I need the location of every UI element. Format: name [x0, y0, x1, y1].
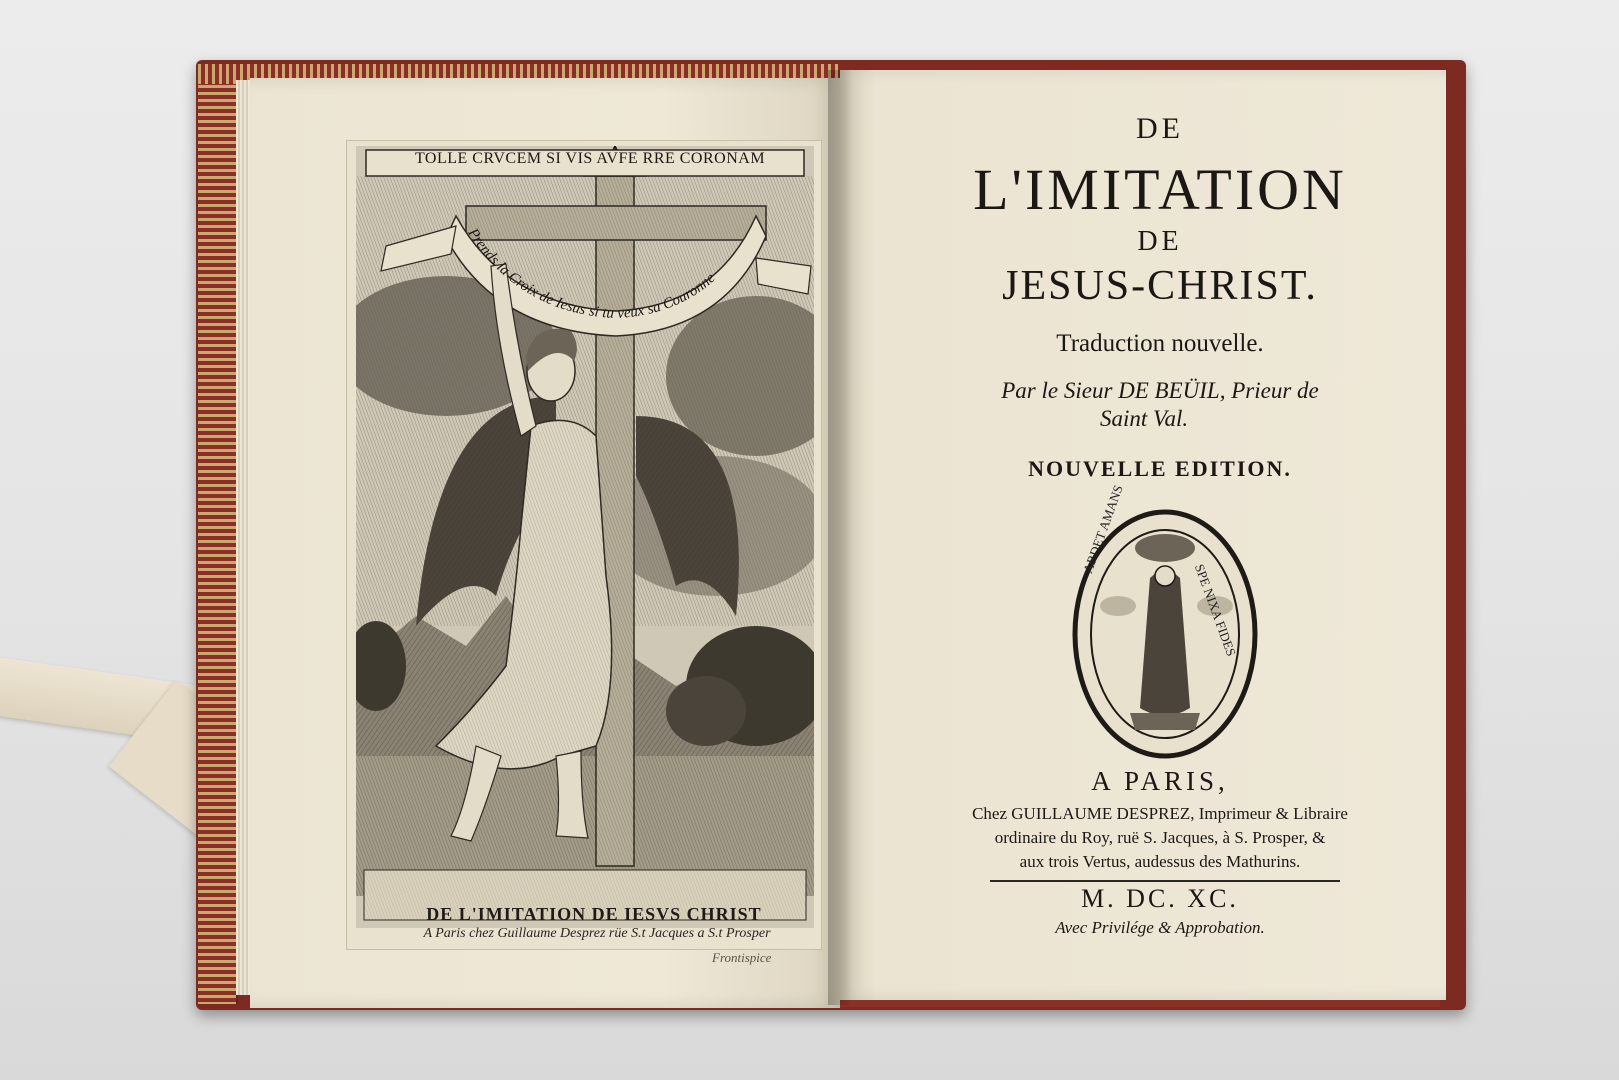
svg-text:Prends la Croix de Iesus si tu: [464, 225, 719, 322]
imprint-printer: Chez GUILLAUME DESPREZ, Imprimeur & Libraire: [972, 804, 1348, 823]
title-de-2: DE: [1137, 226, 1183, 257]
imprint-date: M. DC. XC.: [1081, 884, 1239, 913]
imprint-city: A PARIS,: [1091, 766, 1229, 796]
motto-banner-label: Prends la Croix de Iesus si tu veux sa Couronne: [464, 225, 719, 323]
privilege-statement: Avec Privilége & Approbation.: [1055, 918, 1265, 937]
title-jesus-christ: JESUS-CHRIST.: [1002, 263, 1318, 309]
subtitle-traduction: Traduction nouvelle.: [1056, 330, 1264, 357]
gutter-shadow: [828, 70, 852, 1005]
imprint-address: ordinaire du Roy, ruë S. Jacques, à S. Prosper, &: [994, 828, 1326, 847]
divider-rule: [990, 880, 1340, 882]
title-de-1: DE: [1136, 112, 1184, 145]
gilt-tooled-border: [198, 64, 238, 1004]
plate-imprint: A Paris chez Guillaume Desprez rüe S.t Jacques a S.t Prosper: [423, 926, 771, 941]
author-line: Par le Sieur DE BEÜIL, Prieur de: [1001, 378, 1319, 403]
frontispice-note: Frontispice: [712, 950, 772, 965]
motto-banner-text: [356, 146, 814, 366]
imprint-sign: aux trois Vertus, audessus des Mathurins.: [1019, 852, 1301, 871]
motto-top-text: TOLLE CRVCEM SI VIS AVFE RRE CORONAM: [414, 150, 766, 167]
mark-legend-right: SPE NIXA FIDES: [1191, 562, 1240, 659]
edition-statement: NOUVELLE EDITION.: [1028, 456, 1292, 481]
mark-legend-left: ARDET AMANS: [1080, 482, 1126, 576]
sun-rays-icon: [1135, 534, 1195, 562]
main-title: L'IMITATION: [973, 157, 1347, 222]
author-line-continued: Saint Val.: [1100, 406, 1189, 431]
plate-caption: DE L'IMITATION DE IESVS CHRIST: [426, 904, 762, 924]
